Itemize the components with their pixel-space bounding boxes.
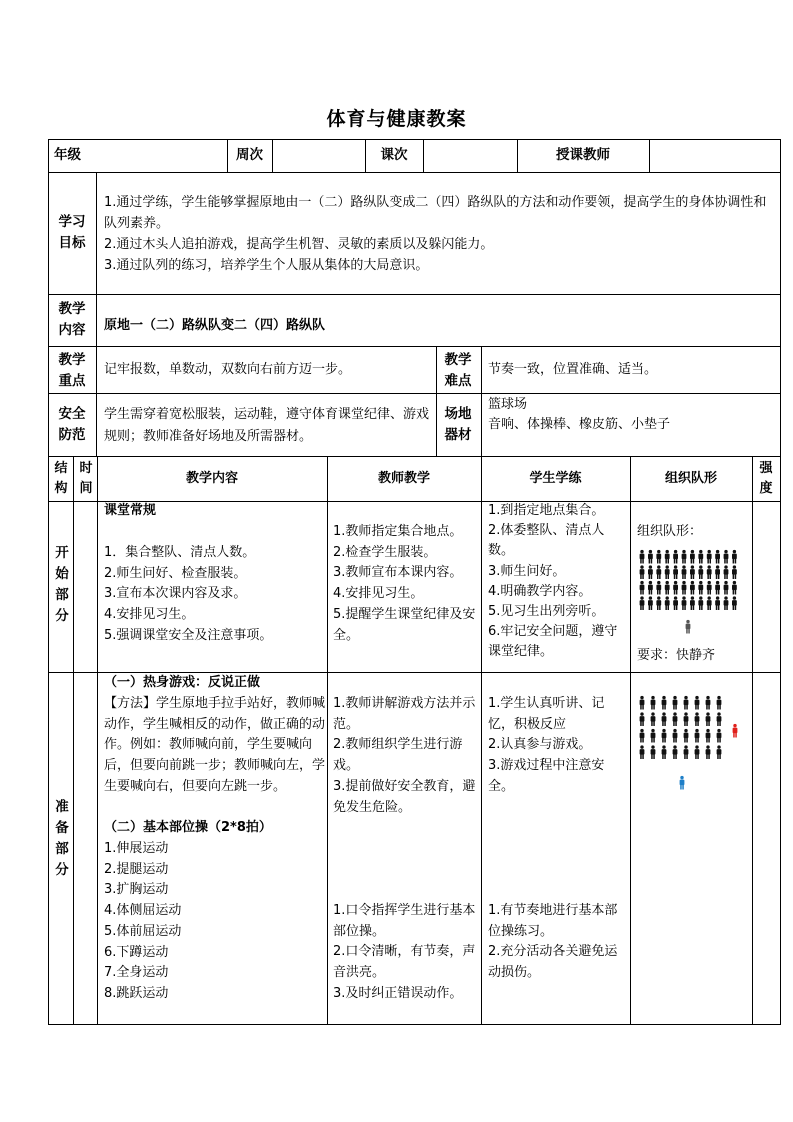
list-item: 4.体侧屈运动 bbox=[104, 903, 182, 919]
student-figure-icon bbox=[684, 696, 689, 710]
student-figure-icon bbox=[673, 712, 678, 726]
list-item: 5.强调课堂安全及注意事项。 bbox=[104, 627, 273, 643]
student-figure-icon bbox=[640, 745, 645, 759]
student-figure-icon bbox=[695, 729, 700, 743]
student-figure-icon bbox=[682, 596, 687, 610]
student-figure-icon bbox=[656, 550, 661, 564]
page-title: 体育与健康教案 bbox=[326, 108, 467, 130]
list-item: 2.口令清晰，有节奏，声音洪亮。 bbox=[333, 944, 476, 981]
prep-student-list-a bbox=[488, 694, 626, 798]
student-figure-icon bbox=[717, 696, 722, 710]
drill-title: （二）基本部位操（2*8拍） bbox=[104, 820, 272, 835]
key-points-label: 教学重点 bbox=[58, 352, 86, 389]
list-item: 2.检查学生服装。 bbox=[333, 544, 437, 560]
formation-diagram-start bbox=[638, 550, 742, 640]
student-figure-icon bbox=[656, 581, 661, 595]
goal-item: 3.通过队列的练习，培养学生个人服从集体的大局意识。 bbox=[104, 258, 429, 273]
goal-item: 2.通过木头人追拍游戏，提高学生机智、灵敏的素质以及躲闪能力。 bbox=[104, 237, 494, 252]
col-student: 学生学练 bbox=[529, 471, 582, 486]
student-figure-icon bbox=[698, 550, 703, 564]
week-label: 周次 bbox=[236, 147, 263, 163]
formation-requirement: 要求：快静齐 bbox=[637, 648, 716, 663]
student-figure-icon bbox=[673, 596, 678, 610]
game-title: （一）热身游戏：反说正做 bbox=[104, 675, 261, 690]
leader-figure-icon bbox=[680, 776, 685, 790]
student-figure-icon bbox=[656, 596, 661, 610]
student-figure-icon bbox=[640, 565, 645, 579]
student-figure-icon bbox=[732, 581, 737, 595]
prep-student-list-b bbox=[488, 901, 626, 984]
student-figure-icon bbox=[662, 745, 667, 759]
col-intensity: 强度 bbox=[759, 461, 773, 496]
list-item: 3.游戏过程中注意安全。 bbox=[488, 758, 605, 794]
student-figure-icon bbox=[690, 565, 695, 579]
student-figure-icon bbox=[662, 696, 667, 710]
student-figure-icon bbox=[665, 565, 670, 579]
col-formation: 组织队形 bbox=[664, 471, 717, 486]
student-figure-icon bbox=[640, 729, 645, 743]
student-figure-icon bbox=[698, 565, 703, 579]
list-item: 3.师生问好。 bbox=[488, 563, 566, 579]
student-figure-icon bbox=[724, 550, 729, 564]
student-figure-icon bbox=[662, 729, 667, 743]
game-text: 【方法】学生原地手拉手站好，教师喊动作，学生喊相反的动作，做正确的动作。例如：教师喊向前，学生要喊向后，但要向前跳一步；教师喊向左，学生要喊向右，但要向左跳一步。 bbox=[104, 696, 326, 794]
student-figure-icon bbox=[690, 581, 695, 595]
col-content: 教学内容 bbox=[185, 471, 238, 486]
student-figure-icon bbox=[673, 696, 678, 710]
student-figure-icon bbox=[682, 565, 687, 579]
teacher-label: 授课教师 bbox=[556, 147, 610, 163]
student-figure-icon bbox=[732, 565, 737, 579]
student-figure-icon bbox=[706, 729, 711, 743]
student-figure-icon bbox=[706, 745, 711, 759]
student-figure-icon bbox=[651, 712, 656, 726]
list-item: 1.到指定地点集合。 bbox=[488, 503, 605, 518]
difficulty-label: 教学难点 bbox=[444, 352, 472, 389]
start-content-list bbox=[104, 543, 326, 647]
key-points-value: 记牢报数，单数动，双数向右前方迈一步。 bbox=[104, 362, 352, 377]
start-content-title: 课堂常规 bbox=[104, 503, 157, 518]
prep-teacher-list-a bbox=[333, 694, 479, 818]
student-figure-icon bbox=[695, 696, 700, 710]
list-item: 5.提醒学生课堂纪律及安全。 bbox=[333, 606, 476, 643]
list-item: 4.安排见习生。 bbox=[104, 607, 195, 623]
student-figure-icon bbox=[673, 550, 678, 564]
drill-list bbox=[104, 839, 326, 1005]
student-figure-icon bbox=[724, 596, 729, 610]
lesson-label: 课次 bbox=[380, 147, 408, 163]
student-figure-icon bbox=[662, 712, 667, 726]
safety-value: 学生需穿着宽松服装，运动鞋，遵守体育课堂纪律、游戏规则；教师准备好场地及所需器材。 bbox=[104, 407, 430, 444]
student-figure-icon bbox=[682, 550, 687, 564]
student-figure-icon bbox=[724, 581, 729, 595]
section-prep-label: 准备部分 bbox=[55, 799, 69, 878]
student-figure-icon bbox=[651, 729, 656, 743]
student-figure-icon bbox=[640, 581, 645, 595]
student-figure-icon bbox=[717, 712, 722, 726]
list-item: 2.教师组织学生进行游戏。 bbox=[333, 737, 463, 774]
student-figure-icon bbox=[715, 550, 720, 564]
list-item: 7.全身运动 bbox=[104, 965, 169, 981]
student-figure-icon bbox=[673, 745, 678, 759]
student-figure-icon bbox=[640, 596, 645, 610]
safety-label: 安全防范 bbox=[58, 406, 86, 443]
student-figure-icon bbox=[648, 550, 653, 564]
student-figure-icon bbox=[732, 596, 737, 610]
student-figure-icon bbox=[690, 596, 695, 610]
list-item: 2.体委整队、清点人数。 bbox=[488, 523, 605, 559]
list-item: 3.宣布本次课内容及求。 bbox=[104, 586, 247, 602]
student-figure-icon bbox=[640, 550, 645, 564]
content-value: 原地一（二）路纵队变二（四）路纵队 bbox=[104, 318, 326, 333]
start-student-list bbox=[488, 501, 626, 663]
student-figure-icon bbox=[715, 581, 720, 595]
section-start-label: 开始部分 bbox=[55, 545, 69, 624]
student-figure-icon bbox=[717, 729, 722, 743]
content-label: 教学内容 bbox=[58, 301, 86, 338]
student-figure-icon bbox=[673, 729, 678, 743]
student-figure-icon bbox=[648, 596, 653, 610]
venue-label: 场地器材 bbox=[444, 406, 472, 443]
list-item: 5.体前屈运动 bbox=[104, 923, 182, 939]
student-figure-icon bbox=[698, 581, 703, 595]
formation-label: 组织队形： bbox=[637, 524, 703, 539]
list-item: 3.提前做好安全教育，避免发生危险。 bbox=[333, 778, 476, 815]
list-item: 4.明确教学内容。 bbox=[488, 583, 592, 599]
student-figure-icon bbox=[724, 565, 729, 579]
student-figure-icon bbox=[707, 550, 712, 564]
student-figure-icon bbox=[684, 712, 689, 726]
list-item: 4.安排见习生。 bbox=[333, 586, 424, 602]
list-item: 8.跳跃运动 bbox=[104, 985, 169, 1001]
list-item: 1.教师讲解游戏方法并示范。 bbox=[333, 696, 476, 732]
venue-line: 篮球场 bbox=[488, 397, 528, 412]
student-figure-icon bbox=[695, 712, 700, 726]
student-figure-icon bbox=[648, 581, 653, 595]
col-time: 时间 bbox=[79, 461, 93, 496]
student-figure-icon bbox=[665, 550, 670, 564]
student-figure-icon bbox=[707, 596, 712, 610]
list-item: 1.口令指挥学生进行基本部位操。 bbox=[333, 903, 476, 939]
formation-diagram-prep bbox=[638, 692, 746, 798]
student-figure-icon bbox=[684, 745, 689, 759]
list-item: 2.师生问好、检查服装。 bbox=[104, 565, 247, 581]
list-item: 6.下蹲运动 bbox=[104, 944, 169, 960]
student-figure-icon bbox=[732, 550, 737, 564]
student-figure-icon bbox=[684, 729, 689, 743]
difficulty-value: 节奏一致，位置准确、适当。 bbox=[488, 362, 658, 377]
start-teacher-list bbox=[333, 522, 479, 646]
list-item: 3.教师宣布本课内容。 bbox=[333, 565, 463, 581]
list-item: 2.认真参与游戏。 bbox=[488, 737, 592, 753]
goals-list bbox=[104, 192, 776, 276]
student-figure-icon bbox=[640, 696, 645, 710]
teacher-figure-icon bbox=[686, 620, 691, 634]
list-item: 1.有节奏地进行基本部位操练习。 bbox=[488, 903, 618, 939]
student-figure-icon bbox=[695, 745, 700, 759]
student-figure-icon bbox=[707, 565, 712, 579]
venue-line: 音响、体操棒、橡皮筋、小垫子 bbox=[488, 417, 671, 432]
list-item: 1.学生认真听讲、记忆，积极反应 bbox=[488, 696, 605, 732]
student-figure-icon bbox=[682, 581, 687, 595]
student-figure-icon bbox=[698, 596, 703, 610]
student-figure-icon bbox=[656, 565, 661, 579]
list-item: 5.见习生出列旁听。 bbox=[488, 604, 605, 620]
student-figure-icon bbox=[707, 581, 712, 595]
goal-item: 1.通过学练，学生能够掌握原地由一（二）路纵队变成二（四）路纵队的方法和动作要领，提高学生的身体协调性和队列素养。 bbox=[104, 195, 767, 231]
student-figure-icon bbox=[648, 565, 653, 579]
student-figure-icon bbox=[665, 596, 670, 610]
student-figure-icon bbox=[665, 581, 670, 595]
list-item: 1.教师指定集合地点。 bbox=[333, 524, 463, 539]
student-figure-icon bbox=[651, 745, 656, 759]
teacher-figure-icon bbox=[733, 724, 738, 738]
student-figure-icon bbox=[715, 565, 720, 579]
col-structure: 结构 bbox=[54, 461, 68, 496]
grade-label: 年级 bbox=[54, 147, 81, 163]
student-figure-icon bbox=[717, 745, 722, 759]
col-teacher: 教师教学 bbox=[377, 471, 430, 486]
list-item: 2.充分活动各关避免运动损伤。 bbox=[488, 944, 618, 981]
prep-teacher-list-b bbox=[333, 901, 479, 1005]
student-figure-icon bbox=[715, 596, 720, 610]
student-figure-icon bbox=[690, 550, 695, 564]
list-item: 1.伸展运动 bbox=[104, 841, 169, 856]
student-figure-icon bbox=[651, 696, 656, 710]
student-figure-icon bbox=[706, 696, 711, 710]
student-figure-icon bbox=[706, 712, 711, 726]
list-item: 3.扩胸运动 bbox=[104, 882, 169, 898]
student-figure-icon bbox=[673, 565, 678, 579]
list-item: 1．集合整队、清点人数。 bbox=[104, 545, 256, 560]
list-item: 3.及时纠正错误动作。 bbox=[333, 985, 463, 1001]
list-item: 6.牢记安全问题，遵守课堂纪律。 bbox=[488, 624, 618, 660]
student-figure-icon bbox=[673, 581, 678, 595]
list-item: 2.提腿运动 bbox=[104, 861, 169, 877]
goals-label: 学习目标 bbox=[58, 214, 86, 251]
student-figure-icon bbox=[640, 712, 645, 726]
